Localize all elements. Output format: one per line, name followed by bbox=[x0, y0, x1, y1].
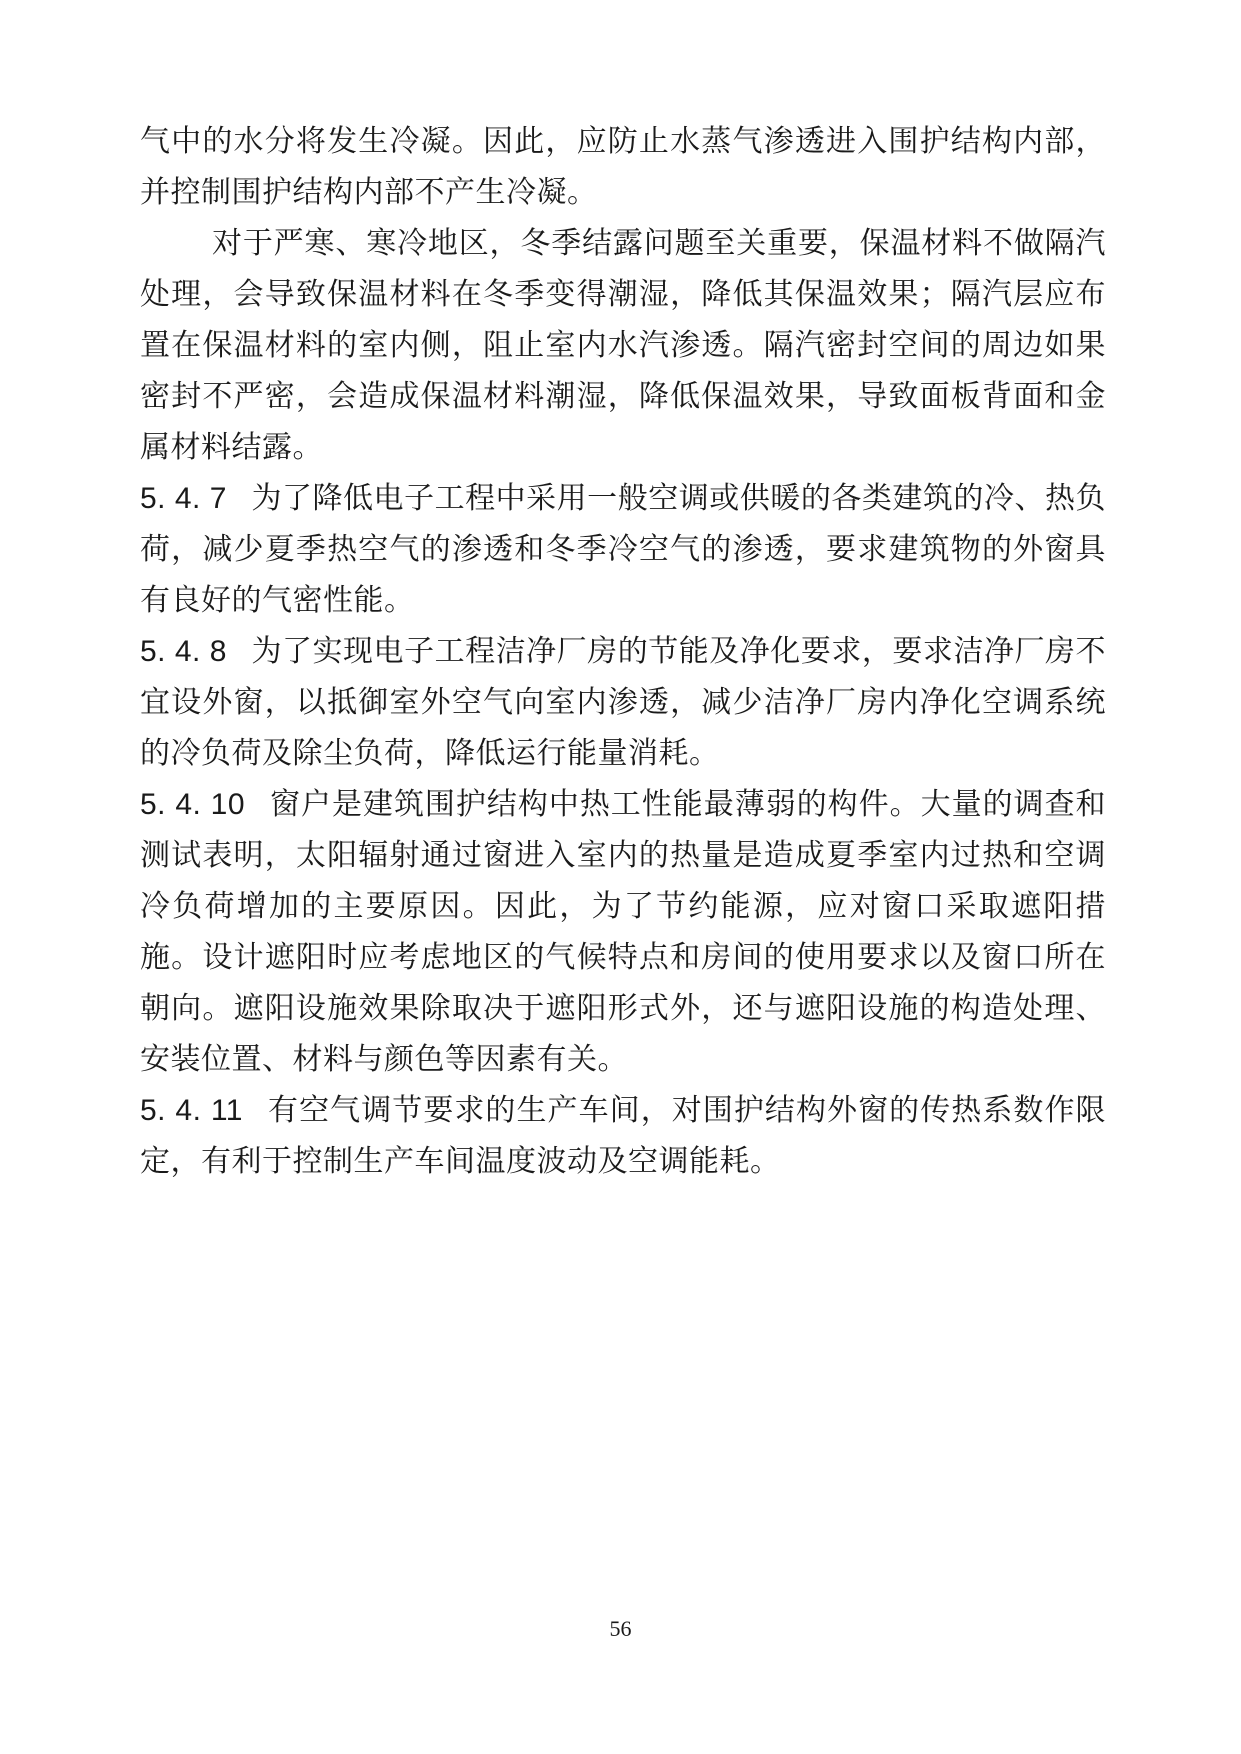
section-number: 5. 4. 8 bbox=[140, 635, 227, 668]
paragraph-text: 气中的水分将发生冷凝。因此，应防止水蒸气渗透进入围护结构内部，并控制围护结构内部不产生冷凝。 bbox=[140, 125, 1106, 209]
paragraph bbox=[140, 218, 1106, 473]
paragraph bbox=[140, 473, 1106, 626]
paragraph-text: 窗户是建筑围护结构中热工性能最薄弱的构件。大量的调查和测试表明，太阳辐射通过窗进入室内的热量是造成夏季室内过热和空调冷负荷增加的主要原因。因此，为了节约能源，应对窗口采取遮阳措施。设计遮阳时应考虑地区的气候特点和房间的使用要求以及窗口所在朝向。遮阳设施效果除取决于遮阳形式外，还与遮阳设施的构造处理、安装位置、材料与颜色等因素有关。 bbox=[140, 788, 1107, 1076]
text-block bbox=[140, 116, 1106, 1187]
paragraph bbox=[140, 779, 1106, 1085]
paragraph bbox=[140, 116, 1106, 218]
page-number: 56 bbox=[609, 1616, 632, 1641]
paragraph-text: 有空气调节要求的生产车间，对围护结构外窗的传热系数作限定，有利于控制生产车间温度波动及空调能耗。 bbox=[140, 1094, 1107, 1178]
section-number: 5. 4. 7 bbox=[140, 482, 227, 515]
paragraph bbox=[140, 1085, 1106, 1187]
paragraph-text: 对于严寒、寒冷地区，冬季结露问题至关重要，保温材料不做隔汽处理，会导致保温材料在冬季变得潮湿，降低其保温效果；隔汽层应布置在保温材料的室内侧，阻止室内水汽渗透。隔汽密封空间的周边如果密封不严密，会造成保温材料潮湿，降低保温效果，导致面板背面和金属材料结露。 bbox=[140, 227, 1106, 464]
paragraph-text: 为了实现电子工程洁净厂房的节能及净化要求，要求洁净厂房不宜设外窗，以抵御室外空气向室内渗透，减少洁净厂房内净化空调系统的冷负荷及除尘负荷，降低运行能量消耗。 bbox=[140, 635, 1107, 770]
paragraph bbox=[140, 626, 1106, 779]
section-number: 5. 4. 10 bbox=[140, 788, 246, 821]
paragraph-text: 为了降低电子工程中采用一般空调或供暖的各类建筑的冷、热负荷，减少夏季热空气的渗透和冬季冷空气的渗透，要求建筑物的外窗具有良好的气密性能。 bbox=[140, 482, 1107, 617]
section-number: 5. 4. 11 bbox=[140, 1094, 243, 1127]
